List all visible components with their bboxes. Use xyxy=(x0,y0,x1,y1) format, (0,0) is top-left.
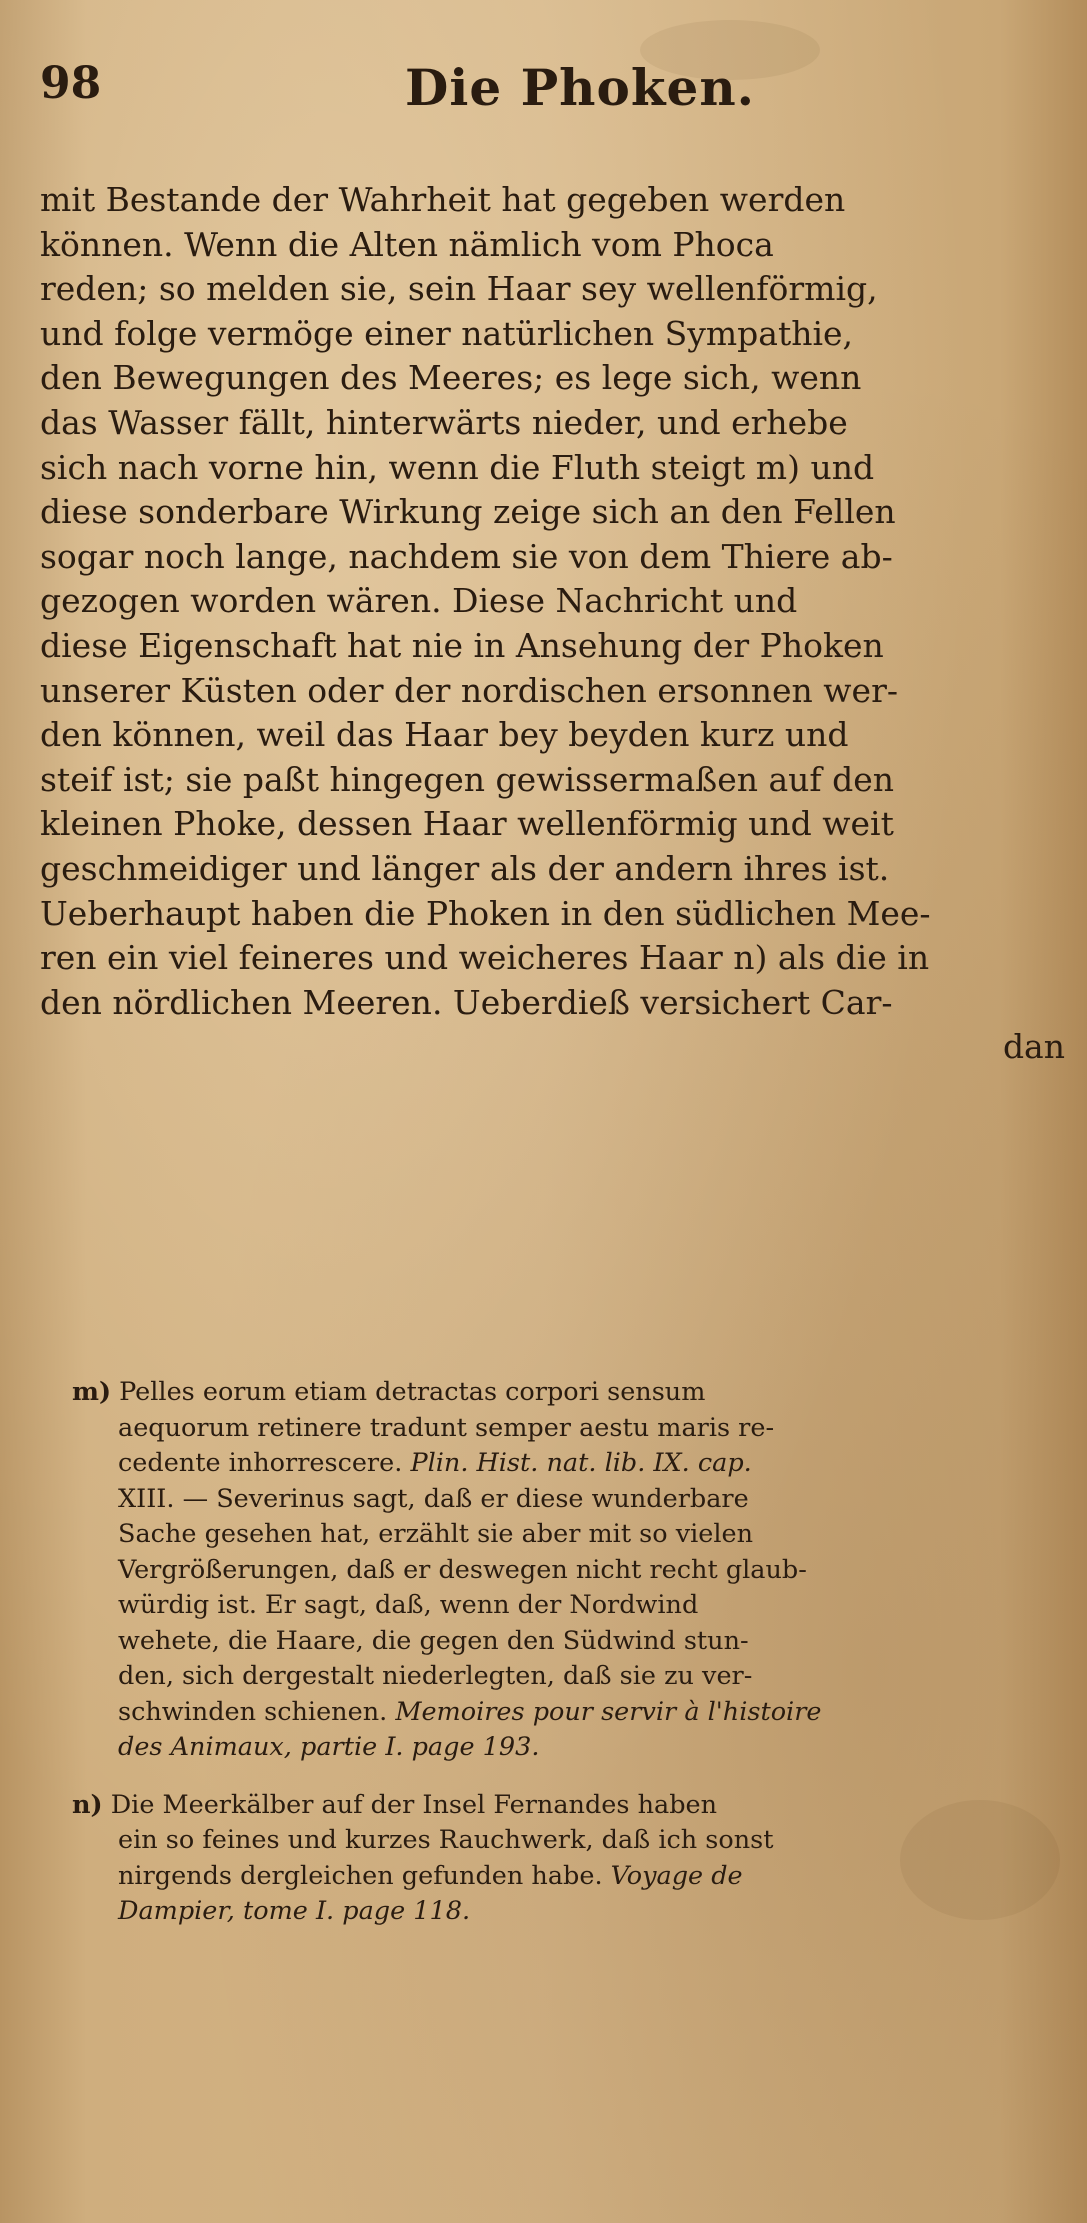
text-line: geschmeidiger und länger als der andern ihres ist. xyxy=(40,848,890,888)
text-line: diese Eigenschaft hat nie in Ansehung der Phoken xyxy=(40,625,884,665)
footnote-text: XIII. — Severinus sagt, daß er diese wunderbare xyxy=(118,1483,749,1514)
text-line: steif ist; sie paßt hingegen gewissermaßen auf den xyxy=(40,759,895,799)
running-title: Die Phoken. xyxy=(405,58,756,117)
text-line: und folge vermöge einer natürlichen Sympathie, xyxy=(40,313,854,353)
text-line: ren ein viel feineres und weicheres Haar n) als die in xyxy=(40,938,930,978)
footnote-text: Sache gesehen hat, erzählt sie aber mit so vielen xyxy=(118,1519,754,1549)
footnote-text: wehete, die Haare, die gegen den Südwind stun- xyxy=(118,1625,749,1656)
footnote-n xyxy=(72,1788,1072,1930)
footnote-text: den, sich dergestalt niederlegten, daß sie zu ver- xyxy=(118,1661,753,1691)
footnote-text: cedente inhorrescere. xyxy=(118,1448,403,1478)
footnotes xyxy=(72,1375,1072,1952)
text-line: reden; so melden sie, sein Haar sey wellenförmig, xyxy=(40,269,878,309)
footnote-text: Vergrößerungen, daß er deswegen nicht recht glaub- xyxy=(118,1554,807,1585)
text-line: unserer Küsten oder der nordischen ersonnen wer- xyxy=(40,670,898,710)
text-line: kleinen Phoke, dessen Haar wellenförmig und weit xyxy=(40,804,894,844)
text-line: sogar noch lange, nachdem sie von dem Thiere ab- xyxy=(40,536,893,576)
footnote-text: schwinden schienen. xyxy=(118,1696,388,1727)
footnote-citation: Plin. Hist. nat. lib. IX. cap. xyxy=(410,1448,752,1478)
text-line: den können, weil das Haar bey beyden kurz und xyxy=(40,715,849,755)
text-line: den Bewegungen des Meeres; es lege sich, wenn xyxy=(40,358,862,398)
footnote-citation: des Animaux, partie I. page 193. xyxy=(118,1732,540,1762)
footnote-text: würdig ist. Er sagt, daß, wenn der Nordwind xyxy=(118,1590,699,1620)
page-number: 98 xyxy=(40,58,102,109)
text-line: den nördlichen Meeren. Ueberdieß versichert Car- xyxy=(40,982,893,1022)
footnote-m xyxy=(72,1375,1072,1766)
text-line: Ueberhaupt haben die Phoken in den südlichen Mee- xyxy=(40,893,931,933)
footnote-text: aequorum retinere tradunt semper aestu maris re- xyxy=(118,1412,775,1443)
footnote-marker: n) xyxy=(72,1789,103,1820)
footnote-text: ein so feines und kurzes Rauchwerk, daß ich sonst xyxy=(118,1825,774,1855)
footnote-citation: Dampier, tome I. page 118. xyxy=(118,1896,471,1926)
main-text xyxy=(40,178,1075,1070)
text-line: können. Wenn die Alten nämlich vom Phoca xyxy=(40,224,774,264)
catchword: dan xyxy=(1002,1027,1065,1067)
footnote-text: Pelles eorum etiam detractas corpori sensum xyxy=(119,1377,706,1407)
page-header xyxy=(0,58,1087,128)
text-line: diese sonderbare Wirkung zeige sich an den Fellen xyxy=(40,492,896,532)
text-line: das Wasser fällt, hinterwärts nieder, und erhebe xyxy=(40,402,848,442)
text-line: gezogen worden wären. Diese Nachricht und xyxy=(40,581,798,621)
footnote-text: nirgends dergleichen gefunden habe. xyxy=(118,1860,603,1891)
footnote-marker: m) xyxy=(72,1377,112,1407)
footnote-citation: Memoires pour servir à l'histoire xyxy=(395,1696,822,1727)
footnote-text: Die Meerkälber auf der Insel Fernandes haben xyxy=(110,1789,718,1820)
text-line: mit Bestande der Wahrheit hat gegeben werden xyxy=(40,180,846,219)
text-line: sich nach vorne hin, wenn die Fluth steigt m) und xyxy=(40,447,875,487)
footnote-citation: Voyage de xyxy=(610,1860,743,1891)
